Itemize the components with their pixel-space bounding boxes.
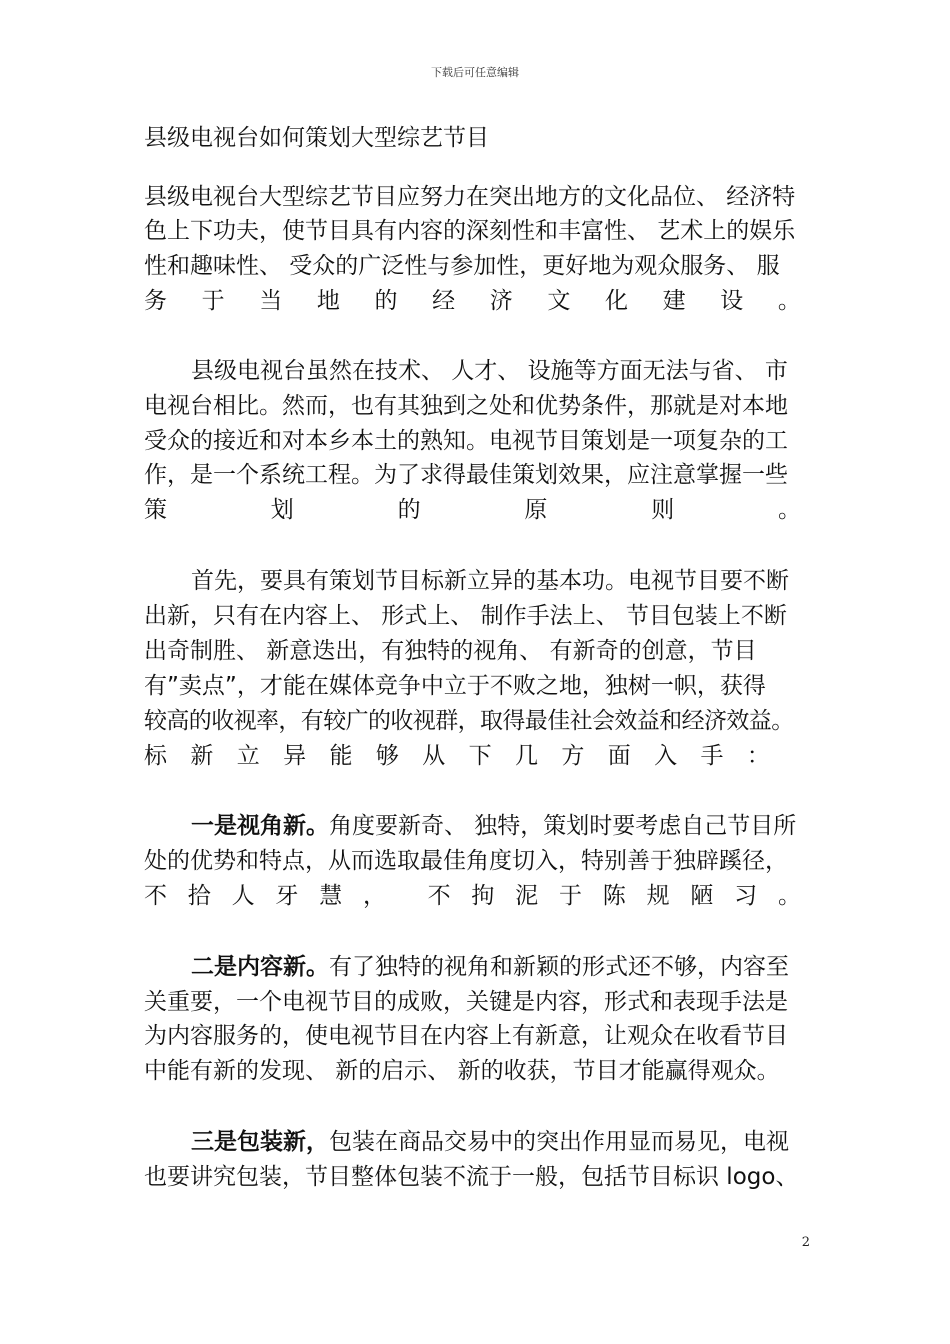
paragraph-5-line-3: 为内容服务的，使电视节目在内容上有新意，让观众在收看节目 [144,1023,788,1049]
paragraph-4-line-1 [191,809,807,843]
justified-char: 不 [144,883,167,909]
justified-char: 方 [561,743,585,769]
justified-char: 文 [547,288,571,314]
justified-char: 经 [432,288,456,314]
justified-char: 陋 [690,883,714,909]
justified-char: 的 [374,288,398,314]
justified-char: 手 [700,743,724,769]
justified-char: 设 [720,288,744,314]
justified-char: 的 [397,497,421,523]
paragraph-3-line-5: 较高的收视率，有较广的收视群，取得最佳社会效益和经济效益。 [144,708,794,734]
justified-char: 地 [316,288,340,314]
paragraph-6-lead: 三是包装新， [191,1129,329,1155]
justified-char: 几 [515,743,538,769]
paragraph-5-line-1-text: 有了独特的视角和新颖的形式还不够，内容至 [329,954,789,980]
paragraph-4-line-3 [144,879,801,913]
justified-char: 入 [654,743,678,769]
justified-char: 。 [777,883,801,909]
justified-char: 策 [144,497,167,523]
paragraph-4-lead: 一是视角新。 [191,813,329,839]
justified-char: 够 [375,743,399,769]
justified-char: 从 [422,743,446,769]
paragraph-6-line-1 [191,1125,807,1159]
paragraph-5-line-1 [191,950,807,984]
justified-char: 泥 [515,883,539,909]
paragraph-1-line-3: 性和趣味性、 受众的广泛性与参加性，更好地为观众服务、 服 [144,253,780,279]
paragraph-2-line-1: 县级电视台虽然在技术、 人才、 设施等方面无法与省、 市 [191,358,788,384]
justified-char: 人 [231,883,255,909]
justified-char: ： [746,743,770,769]
paragraph-3-line-6 [144,739,770,773]
paragraph-4-line-2: 处的优势和特点，从而选取最佳角度切入，特别善于独辟蹊径， [144,848,788,874]
justified-char: 慧 [319,883,343,909]
paragraph-2-line-5 [144,493,801,527]
justified-char: 。 [777,288,801,314]
justified-char: 当 [259,288,283,314]
justified-char: 陈 [602,883,626,909]
justified-char: 能 [329,743,353,769]
paragraph-1-line-1: 县级电视台大型综艺节目应努力在突出地方的文化品位、 经济特 [144,184,796,210]
justified-char: 建 [662,288,686,314]
justified-char: 于 [201,288,225,314]
justified-char: 划 [270,497,294,523]
justified-char: 下 [468,743,492,769]
paragraph-5-line-4: 中能有新的发现、 新的启示、 新的收获，节目才能赢得观众。 [144,1058,780,1084]
paragraph-6-line-1-text: 包装在商品交易中的突出作用显而易见，电视 [329,1129,789,1155]
paragraph-3-line-3: 出奇制胜、 新意迭出，有独特的视角、 有新奇的创意，节目 [144,638,757,664]
header-note: 下载后可任意编辑 [431,66,519,79]
paragraph-5-line-2: 关重要，一个电视节目的成败，关键是内容，形式和表现手法是 [144,989,788,1015]
justified-char: 原 [524,497,548,523]
justified-char: 新 [190,743,214,769]
justified-char: 异 [283,743,307,769]
paragraph-2-line-3: 受众的接近和对本乡本土的熟知。电视节目策划是一项复杂的工 [144,428,788,454]
justified-char: 则 [651,497,675,523]
paragraph-2-line-2: 电视台相比。然而，也有其独到之处和优势条件，那就是对本地 [144,393,788,419]
justified-char: 牙 [275,883,299,909]
document-title: 县级电视台如何策划大型综艺节目 [144,125,489,151]
justified-char: 标 [144,743,167,769]
justified-char: 务 [144,288,167,314]
justified-char: 拘 [471,883,495,909]
justified-char: 规 [646,883,670,909]
justified-char: 拾 [187,883,211,909]
justified-char: 不 [427,883,451,909]
justified-char: 于 [558,883,582,909]
justified-char: 习 [734,883,758,909]
paragraph-3-line-1: 首先，要具有策划节目标新立异的基本功。电视节目要不断 [191,568,789,594]
justified-char: 化 [605,288,628,314]
paragraph-5-lead: 二是内容新。 [191,954,329,980]
justified-char: 济 [489,288,513,314]
page-number: 2 [801,1235,810,1250]
paragraph-4-line-1-text: 角度要新奇、 独特，策划时要考虑自己节目所 [329,813,797,839]
paragraph-1-line-4 [144,284,801,318]
justified-char: ， [362,883,386,909]
paragraph-6-line-2: 也要讲究包装，节目整体包装不流于一般，包括节目标识 logo、 [144,1164,799,1190]
justified-char: 面 [607,743,631,769]
paragraph-1-line-2: 色上下功夫，使节目具有内容的深刻性和丰富性、 艺术上的娱乐 [144,218,796,244]
paragraph-3-line-4: 有”卖点”，才能在媒体竞争中立于不败之地，独树一帜，获得 [144,673,766,699]
justified-char: 立 [236,743,260,769]
paragraph-3-line-2: 出新，只有在内容上、 形式上、 制作手法上、 节目包装上不断 [144,603,787,629]
paragraph-2-line-4: 作，是一个系统工程。为了求得最佳策划效果，应注意掌握一些 [144,462,788,488]
justified-char: 。 [777,497,801,523]
